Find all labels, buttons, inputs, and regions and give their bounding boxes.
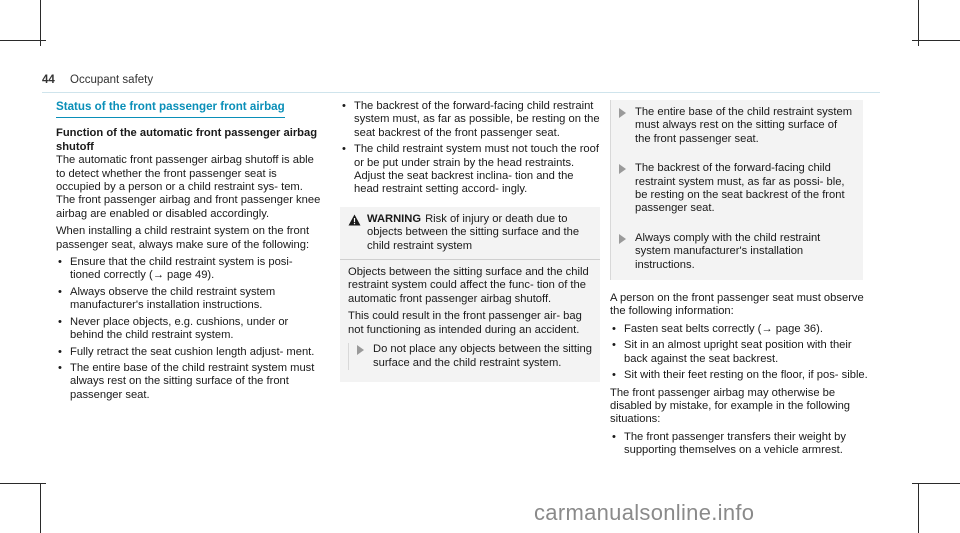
list-item: • Always observe the child restraint system manufacturer's installation instructions. xyxy=(56,286,322,313)
crop-mark xyxy=(0,483,46,484)
paragraph: Objects between the sitting surface and the child restraint system could affect the func- tion of the automatic front passenger airbag shutoff. xyxy=(348,266,589,305)
bullet-list xyxy=(610,431,870,458)
warning-divider xyxy=(340,259,600,260)
warning-triangle-icon xyxy=(348,214,361,226)
crop-mark xyxy=(912,40,960,41)
crop-mark xyxy=(918,483,919,533)
section-title: Status of the front passenger front airbag xyxy=(56,100,285,118)
list-item: • The child restraint system must not touch the roof or be put under strain by the head restraints. Adjust the seat backrest inclina- tion and the head restraint setting accord- ingly. xyxy=(340,143,600,197)
list-item: • Ensure that the child restraint system is posi- tioned correctly (→ page 49). xyxy=(56,256,322,283)
bullet-list xyxy=(56,256,322,402)
warning-heading: Risk of injury or death due to objects between the sitting surface and the child restraint system xyxy=(367,212,580,252)
paragraph: This could result in the front passenger air- bag not functioning as intended during an accident. xyxy=(348,310,582,336)
step-text: Do not place any objects between the sitting surface and the child restraint system. xyxy=(373,343,592,369)
step-list xyxy=(348,343,592,370)
header-divider xyxy=(42,92,880,93)
page-header xyxy=(42,74,153,86)
bullet-list xyxy=(340,100,600,197)
step-arrow-icon xyxy=(619,164,626,174)
step-arrow-icon xyxy=(619,234,626,244)
list-item: • The backrest of the forward-facing child restraint system must, as far as possible, be resting on the seat backrest of the front passenger seat. xyxy=(340,100,600,140)
paragraph: A person on the front passenger seat must observe the following information: xyxy=(610,292,864,318)
list-item: • Never place objects, e.g. cushions, under or behind the child restraint system. xyxy=(56,316,322,343)
warning-label: WARNING xyxy=(367,212,422,225)
page-number: 44 xyxy=(42,74,55,86)
warning-header xyxy=(348,213,592,253)
paragraph: The front passenger airbag may otherwise be disabled by mistake, for example in the following situations: xyxy=(610,386,851,426)
column-2 xyxy=(340,100,600,382)
warning-box xyxy=(340,207,600,382)
step-item xyxy=(617,162,855,216)
section-name: Occupant safety xyxy=(70,74,154,86)
list-item: • Sit with their feet resting on the floor, if pos- sible. xyxy=(610,369,870,382)
bullet-list xyxy=(610,323,870,383)
column-3 xyxy=(610,100,870,462)
step-arrow-icon xyxy=(619,108,626,118)
list-item: • Fasten seat belts correctly (→ page 36). xyxy=(610,323,870,336)
step-item xyxy=(355,343,592,370)
crop-mark xyxy=(0,40,46,41)
step-text: The entire base of the child restraint system must always rest on the sitting surface of the front passenger seat. xyxy=(635,106,853,145)
list-item: • Fully retract the seat cushion length adjust- ment. xyxy=(56,346,322,359)
watermark: carmanualsonline.info xyxy=(534,500,755,525)
subheading: Function of the automatic front passenger airbag shutoff xyxy=(56,127,318,153)
step-item xyxy=(617,106,855,146)
list-item: • The entire base of the child restraint system must always rest on the sitting surface of the front passenger seat. xyxy=(56,362,322,402)
list-item: • The front passenger transfers their weight by supporting themselves on a vehicle armrest. xyxy=(610,431,870,458)
step-arrow-icon xyxy=(357,345,364,355)
step-item xyxy=(617,232,855,272)
paragraph: When installing a child restraint system on the front passenger seat, always make sure of the following: xyxy=(56,225,310,251)
warning-box-continued xyxy=(610,100,863,280)
paragraph: The automatic front passenger airbag shutoff is able to detect whether the front passenger seat is occupied by a person or a child restraint sys- tem. The front passenger airbag and front passenger knee airbag are enabled or disabled accordingly. xyxy=(56,154,321,220)
crop-mark xyxy=(40,483,41,533)
step-text: Always comply with the child restraint system manufacturer's installation instructions. xyxy=(635,231,821,271)
crop-mark xyxy=(912,483,960,484)
list-item: • Sit in an almost upright seat position with their back against the seat backrest. xyxy=(610,339,870,366)
column-1 xyxy=(56,100,322,406)
step-text: The backrest of the forward-facing child restraint system must, as far as possi- ble, be resting on the seat backrest of the front passenger seat. xyxy=(635,162,845,215)
